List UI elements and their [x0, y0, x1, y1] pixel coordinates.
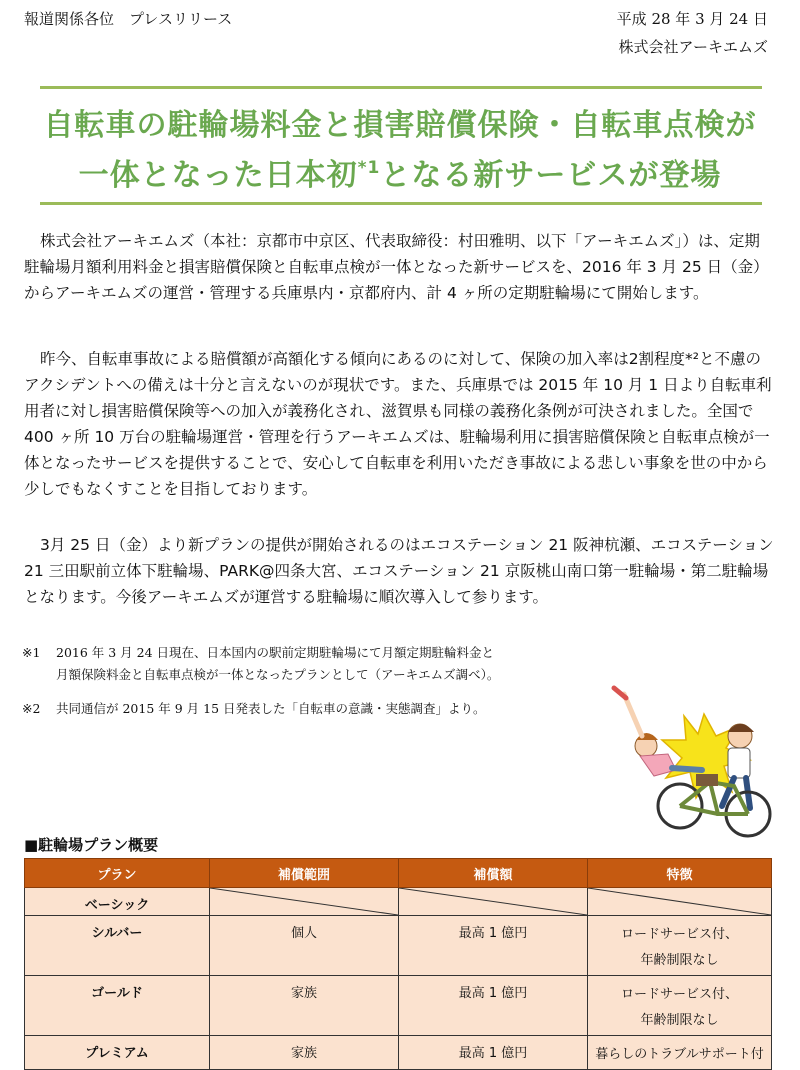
column-header-features: 特徴 [588, 859, 772, 888]
feature-line: ロードサービス付、 [620, 927, 738, 942]
empty-cell-features [588, 888, 772, 916]
title-line-2-a: 一体となった日本初 [78, 158, 358, 193]
footnote-1 [22, 642, 562, 686]
plan-table [24, 858, 772, 1070]
footnote-1-line-1: 2016 年 3 月 24 日現在、日本国内の駅前定期駐輪場にて月額定期駐輪料金と [56, 645, 495, 660]
features-premium [588, 1036, 772, 1070]
company-name: 株式会社アーキエムズ [618, 38, 768, 56]
scope-silver: 個人 [210, 916, 399, 976]
title-line-1: 自転車の駐輪場料金と損害賠償保険・自転車点検が [43, 108, 757, 143]
table-row [25, 1036, 772, 1070]
feature-line: 暮らしのトラブルサポート付 [595, 1047, 764, 1062]
plan-name-premium: プレミアム [25, 1036, 210, 1070]
release-date: 平成 28 年 3 月 24 日 [616, 10, 768, 28]
title-bottom-rule [40, 202, 762, 205]
title-top-rule [40, 86, 762, 89]
plan-name-silver: シルバー [25, 916, 210, 976]
footnote-1-line-2: 月額保険料金と自転車点検が一体となったプランとして（アーキエムズ調べ）。 [56, 667, 500, 682]
feature-line: 年齢制限なし [640, 953, 719, 968]
paragraph-intro: 株式会社アーキエムズ（本社：京都市中京区、代表取締役：村田雅明、以下「アーキエムズ」）は、定期駐輪場月額利用料金と損害賠償保険と自転車点検が一体となった新サービスを、2016 年 3 月 25 日（金）からアーキエムズの運営・管理する兵庫県内・京都府内、計 4 ヶ所の定期駐輪場にて開始します。 [24, 232, 769, 302]
features-silver [588, 916, 772, 976]
title-line-2 [0, 150, 800, 194]
table-row [25, 976, 772, 1036]
title-line-2-b: となる新サービスが登場 [380, 158, 722, 193]
empty-cell-scope [210, 888, 399, 916]
features-gold [588, 976, 772, 1036]
scope-gold: 家族 [210, 976, 399, 1036]
bicycle-accident-illustration [584, 674, 784, 842]
amount-silver: 最高 1 億円 [399, 916, 588, 976]
footnote-2-mark: ※2 [22, 701, 41, 716]
paragraph-locations: 3月 25 日（金）より新プランの提供が開始されるのはエコステーション 21 阪神杭瀬、エコステーション 21 三田駅前立体下駐輪場、PARK@四条大宮、エコステーション 21 京阪桃山南口第一駐輪場・第二駐輪場となります。今後アーキエムズが運営する駐輪場に順次導入して参ります。 [24, 536, 774, 606]
table-row [25, 888, 772, 916]
amount-gold: 最高 1 億円 [399, 976, 588, 1036]
feature-line: ロードサービス付、 [620, 987, 738, 1002]
footnote-2-line-1: 共同通信が 2015 年 9 月 15 日発表した「自転車の意識・実態調査」より。 [56, 701, 486, 716]
paragraph-background: 昨今、自転車事故による賠償額が高額化する傾向にあるのに対して、保険の加入率は2割程度*²と不慮のアクシデントへの備えは十分と言えないのが現状です。また、兵庫県では 2015 年 10 月 1 日より自転車利用者に対し損害賠償保険等への加入が義務化され、滋賀県も同様の義務化条例が可決されました。全国で 400 ヶ所 10 万台の駐輪場運営・管理を行うアーキエムズは、駐輪場利用に損害賠償保険と自転車点検が一体となったサービスを提供することで、安心して自転車を利用いただき事故による悲しい事象を世の中から少しでもなくすことを目指しております。 [24, 350, 772, 498]
plan-table-title: ■駐輪場プラン概要 [24, 836, 159, 854]
amount-premium: 最高 1 億円 [399, 1036, 588, 1070]
feature-line: 年齢制限なし [640, 1013, 719, 1028]
plan-name-basic: ベーシック [25, 888, 210, 916]
column-header-plan: プラン [25, 859, 210, 888]
table-row [25, 916, 772, 976]
press-release-header: 報道関係各位 プレスリリース [24, 10, 233, 28]
title-footnote-ref: *1 [357, 158, 381, 178]
scope-premium: 家族 [210, 1036, 399, 1070]
plan-table-header-row [25, 859, 772, 888]
column-header-amount: 補償額 [399, 859, 588, 888]
footnote-2 [22, 698, 562, 720]
plan-name-gold: ゴールド [25, 976, 210, 1036]
column-header-scope: 補償範囲 [210, 859, 399, 888]
footnote-1-mark: ※1 [22, 645, 41, 660]
empty-cell-amount [399, 888, 588, 916]
